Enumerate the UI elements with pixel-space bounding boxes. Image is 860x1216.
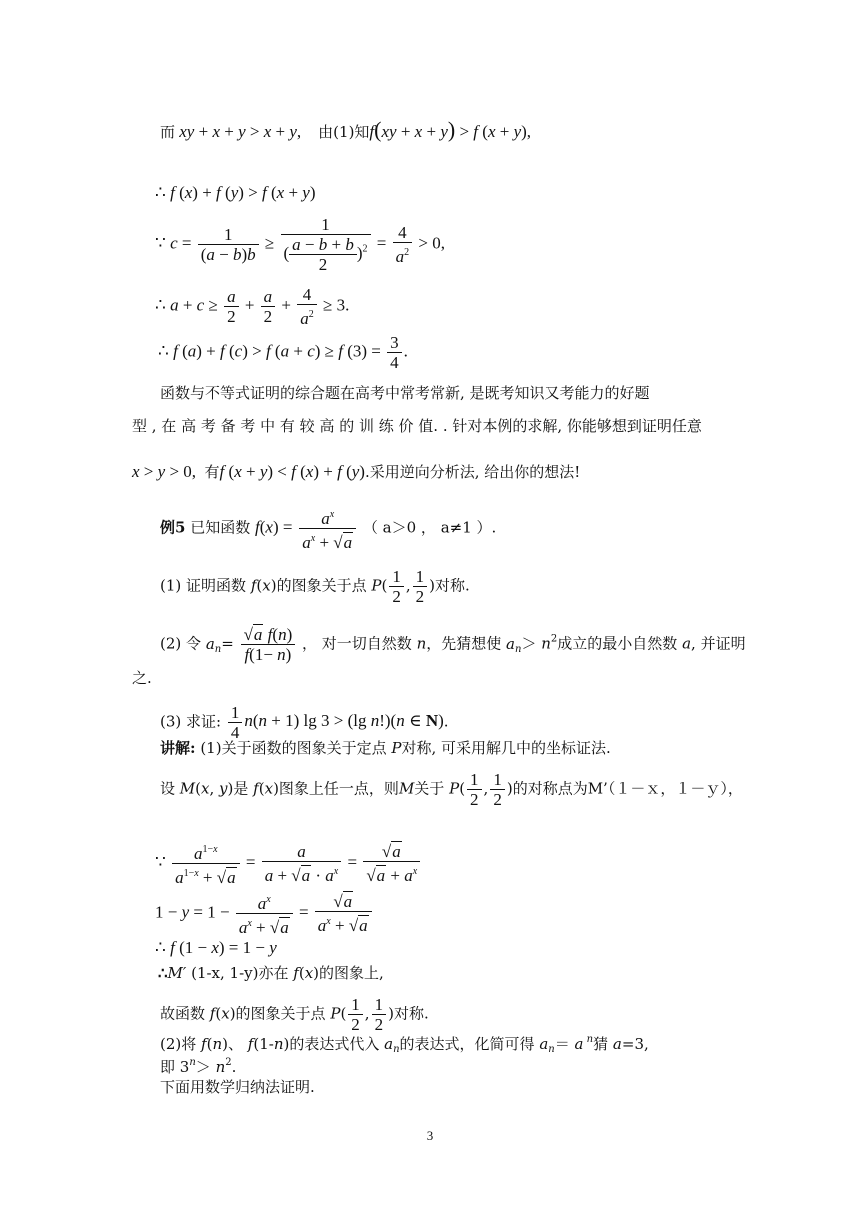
- math-line-8: ∴ f (1 − x) = 1 − y: [155, 938, 277, 957]
- math-line-3: ∵ c = $\frac{1}{(a - b)b}$ ≥ 1 ( $\frac{a - b + b}{2}$ )$^2$ = $\frac{4}{a^2}$ > 0,: [155, 215, 445, 274]
- math-line-4: ∴ a + c ≥ $\frac{a}{2}$ + $\frac{a}{2}$ + $\frac{4}{a^2}$ ≥ 3.: [155, 285, 350, 328]
- example-5-line: 例5 已知函数 f(x) = $\frac{a^x}{a^x + √a}$ （ a＞0 ， a≠1 ）.: [160, 505, 496, 552]
- page-number: 3: [426, 1128, 434, 1143]
- solution-line-5: (2)将 f(n)、 f(1-n)的表达式代入 $a_n$的表达式，化简可得 $a_n= a$ $^n$猜 a=3,: [160, 1034, 649, 1055]
- example-part-2: (2) 令 $a_n=$ $\frac{\text{√a f(n)}}{f(1- n)}$ ， 对一切自然数 n，先猜想使 $a_n> n^2$成立的最小自然数 a, 并证明: [160, 625, 746, 664]
- solution-line-1: 讲解: (1)关于函数的图象关于定点 P对称, 可采用解几中的坐标证法.: [160, 739, 611, 757]
- math-line-2: ∴ f (x) + f (y) > f (x + y): [155, 183, 316, 202]
- math-line-5: ∴ f (a) + f (c) > f (a + c) ≥ f (3) = $\frac{3}{4}$ .: [158, 333, 408, 372]
- math-line-1: 而 xy + x + y > x + y, 由(1)知f(xy + x + y) > f (x + y),: [160, 117, 532, 142]
- paragraph-line-2: 型 , 在 高 考 备 考 中 有 较 高 的 训 练 价 值. . 针对本例的求解, 你能够想到证明任意: [132, 417, 702, 435]
- solution-label: 讲解:: [160, 739, 196, 757]
- math-line-7: 1 − y = 1 − $\frac{a^x}{a^x + √a}$ = $\frac{√a}{a^x + √a}$: [155, 890, 374, 937]
- solution-line-2: 设 M(x, y)是 f(x)图象上任一点，则M关于 P( $\frac{1}{2}$ , $\frac{1}{2}$ )的对称点为M’（１－ｘ，１－ｙ），: [160, 770, 743, 809]
- example-part-3: (3) 求证: $\frac{1}{4}$ n(n + 1) lg 3 > (lg n!)(n ∈ N).: [160, 703, 449, 742]
- example-label: 例5: [160, 518, 186, 537]
- solution-line-4: 故函数 f(x)的图象关于点 P( $\frac{1}{2}$ , $\frac{1}{2}$ )对称.: [160, 995, 429, 1034]
- solution-line-3: ∴M′ (1-x, 1-y)亦在 f(x)的图象上,: [158, 964, 384, 982]
- paragraph-line-1: 函数与不等式证明的综合题在高考中常考常新, 是既考知识又考能力的好题: [160, 384, 650, 402]
- math-line-6: ∵ $\frac{a^{1-x}}{a^{1-x} + √a}$ = $\frac{a}{a + √a \cdot a^x}$ = $\frac{√a}{√a + a^x}$: [155, 840, 422, 887]
- solution-line-7: 下面用数学归纳法证明.: [160, 1078, 315, 1096]
- example-part-2-cont: 之.: [132, 669, 152, 687]
- solution-line-6: 即 $3^n> n^2$.: [160, 1057, 237, 1076]
- paragraph-line-3: x > y > 0, 有f (x + y) < f (x) + f (y).采用逆向分析法, 给出你的想法!: [132, 462, 581, 481]
- example-part-1: (1) 证明函数 f(x)的图象关于点 P( $\frac{1}{2}$ , $\frac{1}{2}$ )对称.: [160, 567, 470, 606]
